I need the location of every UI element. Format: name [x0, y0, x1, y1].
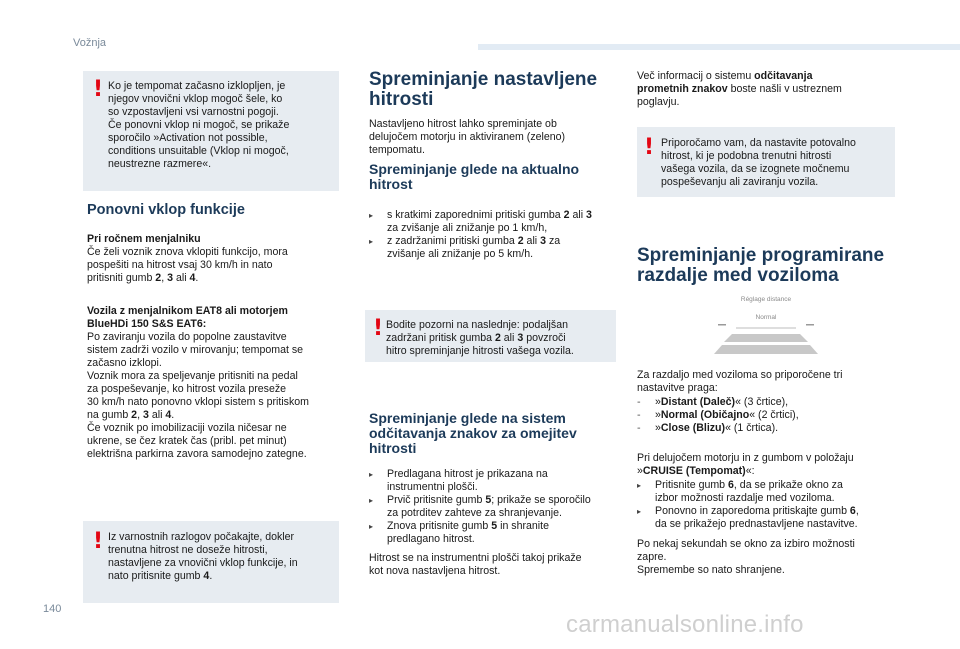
- warning-text-2: Iz varnostnih razlogov počakajte, dokler trenutna hitrost ne doseže hitrosti, nastavljene za vnovični vklop funkcije, in nato pritisnite gumb 4.: [108, 531, 298, 582]
- section-title-reactivation: Ponovni vklop funkcije: [87, 202, 245, 218]
- header-bar: [478, 44, 960, 50]
- list-item: - »Normal (Običajno« (2 črtici),: [637, 409, 799, 421]
- warning-text-1: Ko je tempomat začasno izklopljen, je njegov vnovični vklop mogoč šele, ko so vzpostavljeni vsi varnostni pogoji. Če ponovni vklop ni mogoč, se prikaže sporočilo »Activation not possible, conditions unsuitable (Vklop ni mogoč, neustrezne razmere«.: [108, 80, 290, 170]
- list-item: ▸ Znova pritisnite gumb 5 in shranite predlagano hitrost.: [369, 520, 549, 545]
- distance-paragraph: Za razdaljo med voziloma so priporočene tri nastavitve praga:: [637, 369, 843, 394]
- outro-paragraph: Hitrost se na instrumentni plošči takoj prikaže kot nova nastavljena hitrost.: [369, 552, 582, 577]
- list-item: ▸ Pritisnite gumb 6, da se prikaže okno za izbor možnosti razdalje med voziloma.: [637, 479, 843, 504]
- list-item: - »Distant (Daleč)« (3 črtice),: [637, 396, 789, 408]
- warning-text-4: Priporočamo vam, da nastavite potovalno hitrost, ki je podobna trenutni hitrosti vašega vozila, da se izognete močnemu pospeševanju ali zaviranju vozila.: [661, 137, 856, 188]
- subtitle-current-speed: Spreminjanje glede na aktualno hitrost: [369, 161, 580, 192]
- intro-paragraph: Nastavljeno hitrost lahko spreminjate ob delujočem motorju in aktiviranem (zeleno) tempomatu.: [369, 118, 566, 156]
- distance-display-illustration: [708, 296, 824, 362]
- bullet-icon: ▸: [369, 211, 374, 220]
- list-item: ▸ Ponovno in zaporedoma pritiskajte gumb 6, da se prikažejo prednastavljene nastavitve.: [637, 505, 859, 530]
- section-title-distance: Spreminjanje programirane razdalje med voziloma: [637, 245, 885, 286]
- automatic-gearbox-paragraph: Vozila z menjalnikom EAT8 ali motorjem BlueHDi 150 S&S EAT6: Po zaviranju vozila do popolne zaustavitve sistem zadrži vozilo v mirovanju; tempomat se začasno izklopi. Voznik mora za speljevanje pritisniti na pedal za pospeševanje, ko hitrost vozila preseže 30 km/h nato ponovno vklopi sistem s pritiskom na gumb 2, 3 ali 4. Če voznik po imobilizaciji vozila ničesar ne ukrene, se čez kratek čas (pribl. pet minut) elektrišna parkirna zavora samodejno zategne.: [87, 305, 309, 460]
- watermark: carmanualsonline.info: [566, 611, 804, 638]
- info-paragraph: Več informacij o sistemu odčitavanja prometnih znakov boste našli v ustreznem poglavju.: [637, 70, 842, 108]
- list-item: ▸ Prvič pritisnite gumb 5; prikaže se sporočilo za potrditev zahteve za shranjevanje.: [369, 494, 591, 519]
- bullet-icon: ▸: [369, 522, 374, 531]
- display-title: Réglage distance: [740, 296, 792, 303]
- closing-paragraph: Po nekaj sekundah se okno za izbiro možnosti zapre. Spremembe so nato shranjene.: [637, 538, 855, 576]
- warning-icon: !: [373, 316, 384, 341]
- warning-icon: !: [93, 77, 104, 102]
- list-item: ▸ s kratkimi zaporednimi pritiski gumba 2 ali 3 za zvišanje ali znižanje po 1 km/h,: [369, 209, 592, 234]
- warning-icon: !: [644, 135, 655, 160]
- warning-text-3: Bodite pozorni na naslednje: podaljšan zadržani pritisk gumba 2 ali 3 povzroči hitro spreminjanje hitrosti vašega vozila.: [386, 319, 574, 357]
- bullet-icon: ▸: [637, 507, 642, 516]
- bullet-icon: ▸: [369, 237, 374, 246]
- bullet-icon: ▸: [637, 481, 642, 490]
- manual-gearbox-paragraph: Pri ročnem menjalniku Če želi voznik znova vklopiti funkcijo, mora pospešiti na hitrost vsaj 30 km/h in nato pritisniti gumb 2, 3 ali 4.: [87, 233, 288, 284]
- section-title-change-speed: Spreminjanje nastavljene hitrosti: [369, 69, 598, 110]
- display-mode: Normal: [755, 314, 777, 321]
- bullet-icon: ▸: [369, 470, 374, 479]
- distance-bars-icon: [708, 322, 824, 362]
- list-item: ▸ Predlagana hitrost je prikazana na instrumentni plošči.: [369, 468, 548, 493]
- list-item: ▸ z zadržanimi pritiski gumba 2 ali 3 za zvišanje ali znižanje po 5 km/h.: [369, 235, 561, 260]
- cruise-paragraph: Pri delujočem motorju in z gumbom v položaju »CRUISE (Tempomat)«:: [637, 452, 854, 477]
- subtitle-sign-recognition: Spreminjanje glede na sistem odčitavanja znakov za omejitev hitrosti: [369, 410, 577, 456]
- bullet-icon: ▸: [369, 496, 374, 505]
- section-header: Vožnja: [73, 37, 107, 49]
- warning-icon: !: [93, 529, 104, 554]
- list-item: - »Close (Blizu)« (1 črtica).: [637, 422, 779, 434]
- page-number: 140: [43, 603, 62, 615]
